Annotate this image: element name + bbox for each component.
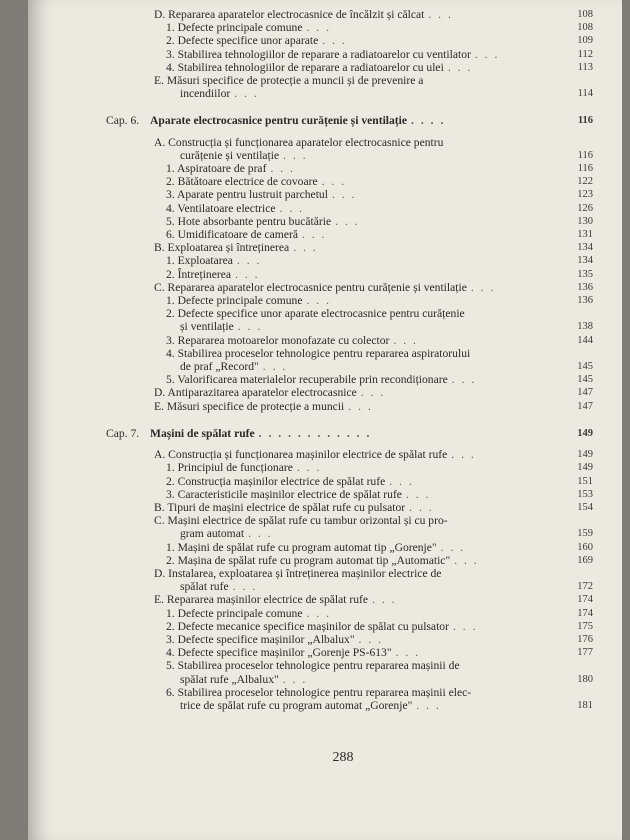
page-number: 116: [577, 115, 593, 127]
leader-dots: . . . .: [411, 114, 446, 128]
leader-dots: . . .: [470, 280, 496, 294]
page-number: 149: [577, 449, 593, 461]
leader-dots: . . .: [293, 241, 318, 255]
entry-title: D. Antiparazitarea aparatelor electrocasnice: [154, 386, 357, 400]
page-number: 131: [577, 229, 593, 241]
toc-entry: [106, 699, 593, 712]
leader-dots: . . .: [409, 500, 434, 514]
page-number: 116: [577, 163, 593, 175]
page-number: 144: [577, 334, 593, 346]
page-number: 181: [577, 699, 593, 711]
toc-entry: [106, 228, 593, 241]
entry-title: 2. Defecte specifice unor aparate: [166, 34, 319, 48]
leader-dots: . . .: [262, 360, 288, 374]
chapter-title: Aparate electrocasnice pentru curățenie și ventilație: [150, 114, 408, 128]
leader-dots: . . .: [389, 474, 414, 488]
page-number: 180: [577, 673, 593, 685]
toc-entry: [106, 320, 593, 333]
entry-title: 6. Umidificatoare de cameră: [166, 228, 298, 242]
entry-title: 4. Stabilirea proceselor tehnologice pentru repararea aspiratorului: [166, 346, 471, 360]
page-number: 114: [577, 88, 593, 100]
leader-dots: . . . . . . . . . . . .: [258, 426, 372, 440]
page-number: 130: [577, 215, 593, 227]
entry-title: 2. Mașina de spălat rufe cu program automat tip „Automatic": [166, 553, 451, 567]
entry-title: spălat rufe „Albalux": [180, 672, 279, 686]
toc-entry: [106, 541, 593, 554]
leader-dots: . . .: [440, 540, 466, 554]
entry-title: 2. Construcția mașinilor electrice de spălat rufe: [166, 474, 386, 488]
toc-entry: [106, 307, 593, 320]
leader-dots: . . .: [447, 60, 473, 74]
page-number: 175: [577, 620, 593, 632]
page-number: 134: [577, 242, 593, 254]
entry-title: 4. Defecte specifice mașinilor „Gorenje PS-613": [166, 646, 392, 660]
page-number: 112: [577, 48, 593, 60]
page-number: 145: [577, 374, 593, 386]
toc-entry: [106, 514, 593, 527]
page-number: 151: [577, 475, 593, 487]
leader-dots: . . .: [322, 34, 347, 48]
leader-dots: . . .: [282, 672, 308, 686]
page-number: 176: [577, 633, 593, 645]
entry-title: 2. Întreținerea: [166, 267, 232, 281]
toc-entry: [106, 149, 593, 162]
page-number: 149: [577, 427, 593, 439]
leader-dots: . . .: [416, 698, 441, 712]
entry-title: trice de spălat rufe cu program automat „Gorenje": [180, 698, 413, 712]
entry-title: 5. Hote absorbante pentru bucătărie: [166, 214, 332, 228]
entry-title: A. Construcția și funcționarea mașinilor electrice de spălat rufe: [154, 448, 448, 462]
toc-entry: [106, 646, 593, 659]
entry-title: 1. Principiul de funcționare: [166, 461, 293, 475]
entry-title: curățenie și ventilație: [180, 148, 280, 162]
leader-dots: . . .: [321, 175, 347, 189]
toc-entry: [106, 475, 593, 488]
page-number: 122: [577, 176, 593, 188]
entry-title: B. Tipuri de mașini electrice de spălat rufe cu pulsator: [154, 500, 406, 514]
entry-title: 1. Defecte principale comune: [166, 21, 303, 35]
leader-dots: . . .: [372, 593, 397, 607]
toc-entry: [106, 673, 593, 686]
toc-entry: [106, 633, 593, 646]
page-number: 136: [577, 281, 593, 293]
page-number: 123: [577, 189, 593, 201]
entry-title: spălat rufe: [180, 580, 229, 594]
leader-dots: . . .: [270, 162, 295, 176]
toc-entry: [106, 607, 593, 620]
leader-dots: . . .: [306, 21, 331, 35]
leader-dots: . . .: [331, 188, 357, 202]
toc-entry: [106, 175, 593, 188]
toc-entry: [106, 334, 593, 347]
toc-entry: [106, 360, 593, 373]
toc-entry: [106, 254, 593, 267]
toc-entry: [106, 347, 593, 360]
entry-title: B. Exploatarea și întreținerea: [154, 241, 290, 255]
leader-dots: . . .: [283, 148, 308, 162]
page-number: 159: [577, 528, 593, 540]
leader-dots: . . .: [454, 553, 479, 567]
entry-title: 3. Caracteristicile mașinilor electrice de spălat rufe: [166, 487, 402, 501]
entry-title: 1. Aspiratoare de praf: [166, 162, 267, 176]
entry-title: 4. Stabilirea tehnologiilor de reparare a radiatoarelor cu ulei: [166, 60, 444, 74]
entry-title: E. Repararea mașinilor electrice de spălat rufe: [154, 593, 369, 607]
leader-dots: . . .: [395, 646, 421, 660]
entry-title: C. Repararea aparatelor electrocasnice pentru curățenie și ventilație: [154, 280, 467, 294]
table-of-contents: [106, 8, 593, 712]
toc-entry: [106, 48, 593, 61]
toc-section-7: [106, 448, 593, 712]
toc-entry: [106, 281, 593, 294]
toc-entry: [106, 162, 593, 175]
entry-title: D. Repararea aparatelor electrocasnice de încălzit și călcat: [154, 8, 425, 21]
page-number: 134: [577, 255, 593, 267]
entry-title: A. Construcția și funcționarea aparatelor electrocasnice pentru: [154, 135, 444, 149]
page-number: 147: [577, 400, 593, 412]
leader-dots: . . .: [235, 267, 260, 281]
toc-entry: [106, 215, 593, 228]
leader-dots: . . .: [452, 619, 478, 633]
leader-dots: . . .: [451, 448, 476, 462]
page-number: 174: [577, 607, 593, 619]
leader-dots: . . .: [358, 632, 384, 646]
toc-section-prev: [106, 8, 593, 100]
page-number: 169: [577, 554, 593, 566]
toc-section-6: [106, 136, 593, 413]
toc-entry: [106, 400, 593, 413]
chapter-label: Cap. 7.: [106, 426, 140, 440]
page-number: 108: [577, 9, 593, 20]
toc-chapter-6: [106, 114, 593, 127]
leader-dots: . . .: [234, 87, 259, 101]
page-number: 177: [577, 647, 593, 659]
toc-entry: [106, 448, 593, 461]
leader-dots: . . .: [306, 606, 331, 620]
leader-dots: . . .: [428, 8, 453, 21]
entry-title: 4. Ventilatoare electrice: [166, 201, 276, 215]
page-number: 174: [577, 594, 593, 606]
toc-entry: [106, 21, 593, 34]
toc-entry: [106, 34, 593, 47]
toc-entry: [106, 373, 593, 386]
toc-entry: [106, 268, 593, 281]
leader-dots: . . .: [393, 333, 418, 347]
page-number: 154: [577, 501, 593, 513]
toc-chapter-7: [106, 427, 593, 440]
toc-entry: [106, 659, 593, 672]
toc-entry: [106, 593, 593, 606]
toc-entry: [106, 188, 593, 201]
page-number: 160: [577, 541, 593, 553]
entry-title: E. Măsuri specifice de protecție a muncii: [154, 399, 345, 413]
page-number: 153: [577, 488, 593, 500]
page-number: 145: [577, 361, 593, 373]
toc-entry: [106, 87, 593, 100]
leader-dots: . . .: [474, 47, 500, 61]
entry-title: 1. Defecte principale comune: [166, 294, 303, 308]
chapter-label: Cap. 6.: [106, 114, 140, 128]
entry-title: 3. Stabilirea tehnologiilor de reparare a radiatoarelor cu ventilator: [166, 47, 471, 61]
page-number: 108: [577, 22, 593, 34]
entry-title: D. Instalarea, exploatarea și întreținerea mașinilor electrice de: [154, 566, 442, 580]
entry-title: 2. Defecte specifice unor aparate electrocasnice pentru curățenie: [166, 307, 465, 321]
toc-entry: [106, 686, 593, 699]
entry-title: C. Mașini electrice de spălat rufe cu tambur orizontal și cu pro-: [154, 514, 448, 528]
entry-title: 2. Bătătoare electrice de covoare: [166, 175, 318, 189]
entry-title: 6. Stabilirea proceselor tehnologice pentru repararea mașinii elec-: [166, 685, 472, 699]
leader-dots: . . .: [335, 214, 360, 228]
entry-title: 2. Defecte mecanice specifice mașinilor de spălat cu pulsator: [166, 619, 449, 633]
entry-title: 3. Defecte specifice mașinilor „Albalux": [166, 632, 355, 646]
entry-title: de praf „Record": [180, 360, 259, 374]
toc-entry: [106, 488, 593, 501]
entry-title: gram automat: [180, 527, 245, 541]
entry-title: 5. Stabilirea proceselor tehnologice pentru repararea mașinii de: [166, 659, 460, 673]
toc-entry: [106, 136, 593, 149]
page-number: 116: [577, 149, 593, 161]
book-page: [28, 0, 622, 840]
toc-entry: [106, 554, 593, 567]
page-number: 126: [577, 202, 593, 214]
entry-title: 5. Valorificarea materialelor recuperabile prin recondiționare: [166, 373, 448, 387]
leader-dots: . . .: [301, 228, 327, 242]
page-folio: 288: [332, 750, 354, 765]
toc-entry: [106, 61, 593, 74]
leader-dots: . . .: [232, 580, 258, 594]
toc-entry: [106, 567, 593, 580]
toc-entry: [106, 202, 593, 215]
page-number: 138: [577, 321, 593, 333]
toc-entry: [106, 461, 593, 474]
leader-dots: . . .: [279, 201, 305, 215]
leader-dots: . . .: [451, 373, 477, 387]
toc-entry: [106, 294, 593, 307]
leader-dots: . . .: [348, 399, 373, 413]
leader-dots: . . .: [248, 527, 273, 541]
chapter-title: Mașini de spălat rufe: [150, 426, 255, 440]
page-number: 149: [577, 462, 593, 474]
page-number: 172: [577, 581, 593, 593]
leader-dots: . . .: [236, 254, 262, 268]
leader-dots: . . .: [360, 386, 386, 400]
toc-entry: [106, 386, 593, 399]
toc-entry: [106, 74, 593, 87]
toc-entry: [106, 527, 593, 540]
entry-title: 1. Defecte principale comune: [166, 606, 303, 620]
page-number: 136: [577, 295, 593, 307]
page-number: 135: [577, 268, 593, 280]
entry-title: 3. Repararea motoarelor monofazate cu colector: [166, 333, 390, 347]
toc-entry: [106, 580, 593, 593]
entry-title: 3. Aparate pentru lustruit parchetul: [166, 188, 328, 202]
toc-entry: [106, 501, 593, 514]
leader-dots: . . .: [405, 487, 431, 501]
entry-title: 1. Mașini de spălat rufe cu program automat tip „Gorenje": [166, 540, 437, 554]
entry-title: și ventilație: [180, 320, 234, 334]
page-number: 113: [577, 61, 593, 73]
entry-title: E. Măsuri specifice de protecție a muncii și de prevenire a: [154, 74, 424, 88]
leader-dots: . . .: [306, 294, 331, 308]
toc-entry: [106, 8, 593, 21]
page-number: 147: [577, 387, 593, 399]
leader-dots: . . .: [237, 320, 263, 334]
toc-entry: [106, 620, 593, 633]
entry-title: incendiilor: [180, 87, 231, 101]
toc-entry: [106, 241, 593, 254]
entry-title: 1. Exploatarea: [166, 254, 233, 268]
page-number: 109: [577, 35, 593, 47]
leader-dots: . . .: [296, 461, 322, 475]
